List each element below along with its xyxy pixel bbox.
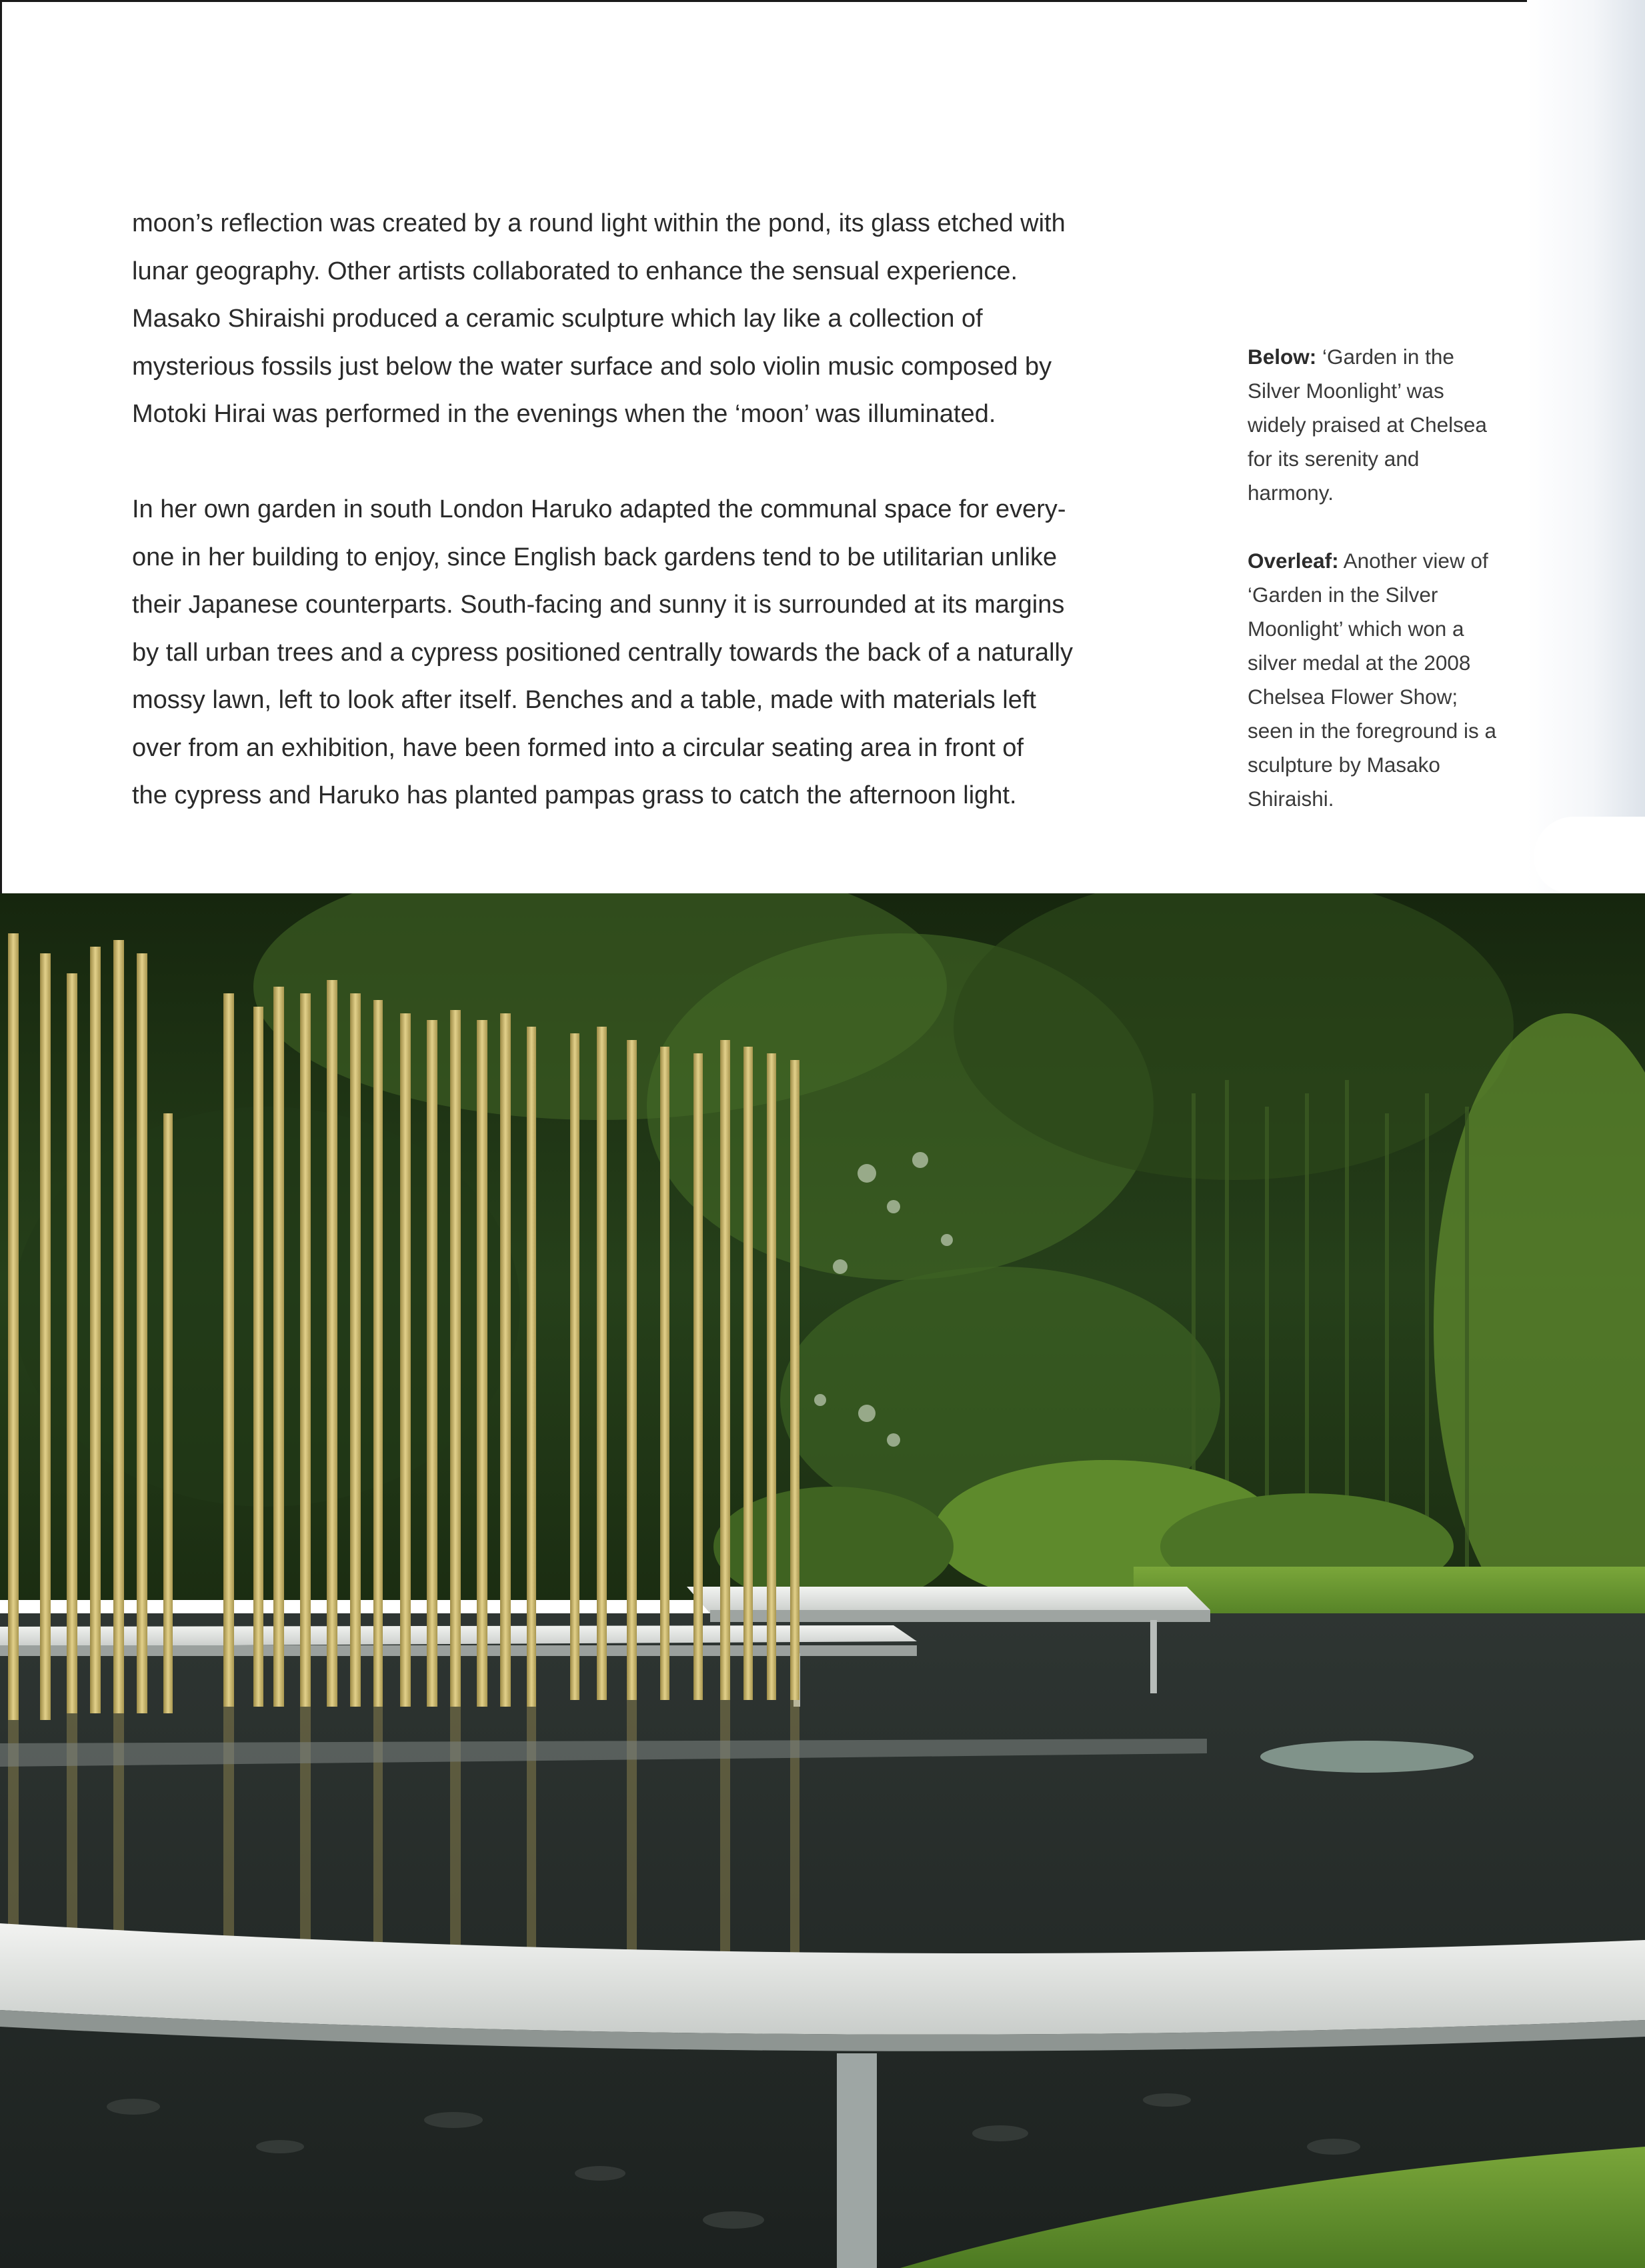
caption-line: ‘Garden in the Silver bbox=[1248, 583, 1438, 607]
scan-border-top bbox=[0, 0, 1645, 2]
body-line: moon’s reflection was created by a round light within the pond, its glass etched with bbox=[132, 209, 1066, 237]
body-line: over from an exhibition, have been formed into a circular seating area in front of bbox=[132, 733, 1024, 762]
caption-line: Chelsea Flower Show; bbox=[1248, 685, 1458, 709]
article-body bbox=[132, 200, 1172, 820]
body-line: Motoki Hirai was performed in the evenings when the ‘moon’ was illuminated. bbox=[132, 400, 996, 428]
caption-line: widely praised at Chelsea bbox=[1248, 413, 1487, 437]
caption-line bbox=[1248, 544, 1528, 578]
caption-text: Another view of bbox=[1343, 549, 1488, 573]
body-line: mossy lawn, left to look after itself. Benches and a table, made with materials left bbox=[132, 686, 1036, 714]
caption-line: Moonlight’ which won a bbox=[1248, 617, 1464, 641]
caption-line: for its serenity and bbox=[1248, 447, 1420, 471]
caption-line: sculpture by Masako bbox=[1248, 753, 1440, 777]
body-line: In her own garden in south London Haruko adapted the communal space for every- bbox=[132, 495, 1066, 523]
caption-spacer bbox=[1248, 510, 1528, 544]
article-paragraph-2 bbox=[132, 486, 1172, 820]
paragraph-spacer bbox=[132, 439, 1172, 487]
article-paragraph-1 bbox=[132, 200, 1172, 439]
body-line: the cypress and Haruko has planted pampas grass to catch the afternoon light. bbox=[132, 781, 1017, 809]
body-line: by tall urban trees and a cypress positioned centrally towards the back of a naturally bbox=[132, 638, 1073, 667]
caption-line: Shiraishi. bbox=[1248, 787, 1334, 811]
body-line: their Japanese counterparts. South-facing and sunny it is surrounded at its margins bbox=[132, 591, 1065, 619]
caption-label-below: Below: bbox=[1248, 345, 1317, 369]
scan-page-edge-notch bbox=[1534, 817, 1645, 893]
body-line: mysterious fossils just below the water surface and solo violin music composed by bbox=[132, 352, 1052, 381]
photo-captions bbox=[1248, 340, 1528, 816]
body-line: Masako Shiraishi produced a ceramic sculpture which lay like a collection of bbox=[132, 305, 983, 333]
caption-line: silver medal at the 2008 bbox=[1248, 651, 1471, 675]
body-line: one in her building to enjoy, since English back gardens tend to be utilitarian unlike bbox=[132, 543, 1058, 571]
body-line: lunar geography. Other artists collaborated to enhance the sensual experience. bbox=[132, 257, 1018, 285]
caption-label-overleaf: Overleaf: bbox=[1248, 549, 1339, 573]
caption-line: Silver Moonlight’ was bbox=[1248, 379, 1444, 403]
caption-text: ‘Garden in the bbox=[1322, 345, 1454, 369]
caption-overleaf bbox=[1248, 544, 1528, 816]
moon-sculpture bbox=[1260, 1741, 1474, 1773]
garden-photograph bbox=[0, 893, 1645, 2268]
caption-line: harmony. bbox=[1248, 481, 1334, 505]
caption-below bbox=[1248, 340, 1528, 510]
scan-border-left bbox=[0, 0, 2, 897]
caption-line: seen in the foreground is a bbox=[1248, 719, 1497, 743]
caption-line bbox=[1248, 340, 1528, 374]
scan-page-edge-shadow bbox=[1527, 0, 1645, 897]
